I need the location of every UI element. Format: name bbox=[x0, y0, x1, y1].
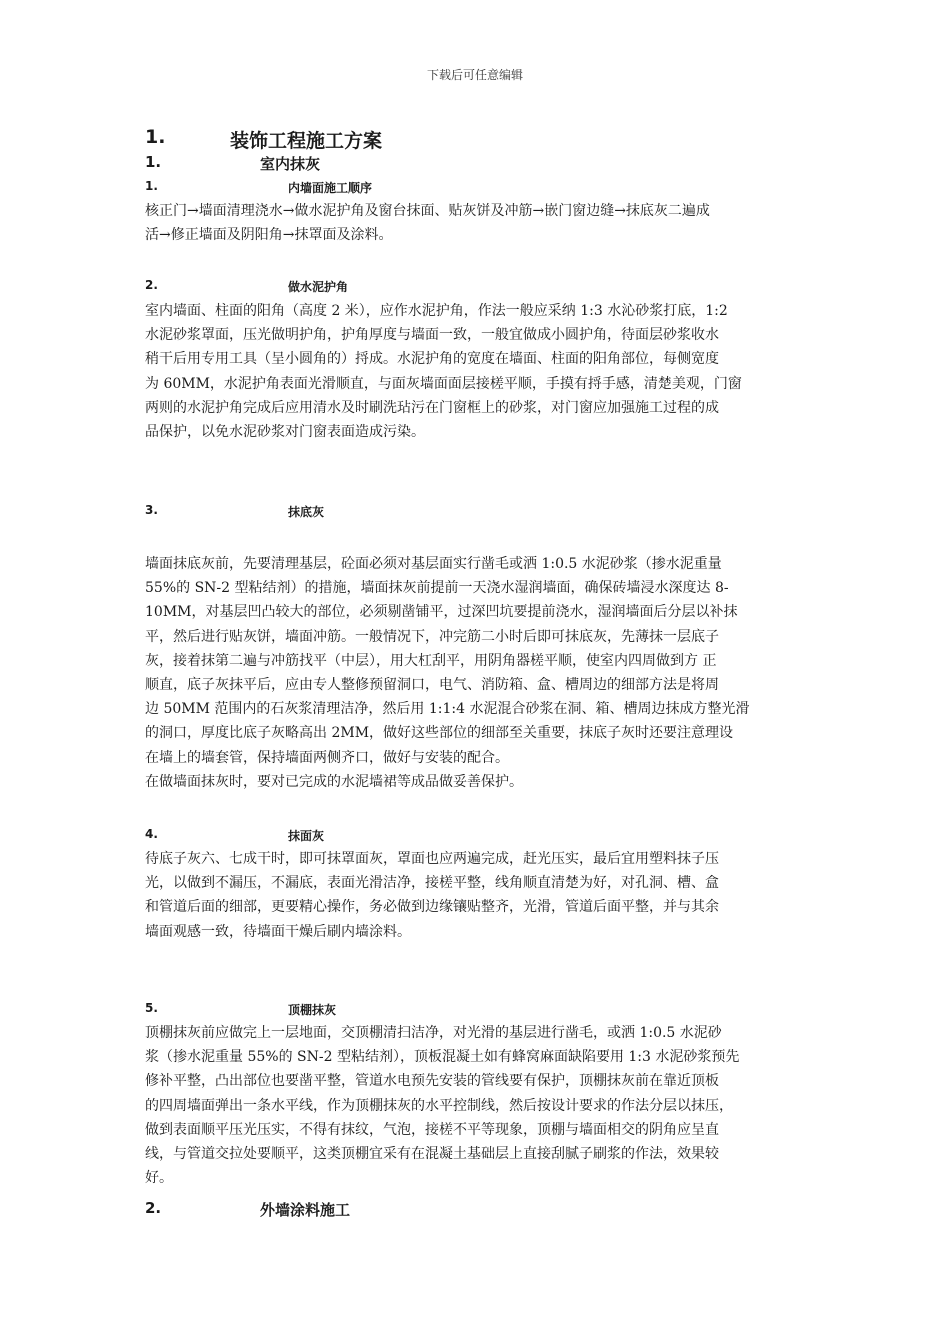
subheading-number: 2. bbox=[145, 1199, 162, 1217]
subheading-indoor-plastering bbox=[145, 153, 321, 173]
body-line: 稍干后用专用工具（呈小圆角的）捋成。水泥护角的宽度在墙面、柱面的阳角部位，每侧宽度 bbox=[145, 351, 719, 368]
body-line: 为 60MM，水泥护角表面光滑顺直，与面灰墙面面层接槎平顺，手摸有捋手感，清楚美观，门窗 bbox=[145, 375, 742, 392]
main-heading bbox=[145, 126, 383, 152]
subheading-title: 外墙涂料施工 bbox=[260, 1201, 351, 1219]
section-body-2 bbox=[145, 299, 825, 444]
body-line: 做到表面顺平压光压实，不得有抹纹，气泡，接槎不平等现象，顶棚与墙面相交的阴角应呈直 bbox=[145, 1121, 719, 1138]
section-heading-4 bbox=[145, 827, 325, 843]
body-line: 55%的 SN-2 型粘结剂）的措施，墙面抹灰前提前一天浇水湿润墙面，确保砖墙浸水深度达 8- bbox=[145, 580, 729, 597]
body-line: 墙面观感一致，待墙面干燥后刷内墙涂料。 bbox=[145, 923, 411, 940]
section-heading-3 bbox=[145, 503, 325, 519]
body-line: 好。 bbox=[145, 1170, 173, 1187]
body-line: 的四周墙面弹出一条水平线，作为顶棚抹灰的水平控制线，然后按设计要求的作法分层以抹压， bbox=[145, 1097, 733, 1114]
body-line: 和管道后面的细部，更要精心操作，务必做到边缘镶贴整齐，光滑，管道后面平整，并与其余 bbox=[145, 899, 719, 916]
section-body-5 bbox=[145, 1021, 825, 1190]
section-title: 做水泥护角 bbox=[288, 280, 349, 294]
body-line: 10MM，对基层凹凸较大的部位，必须剔凿铺平，过深凹坑要提前浇水，湿润墙面后分层以补抹 bbox=[145, 604, 738, 621]
body-line: 待底子灰六、七成干时，即可抹罩面灰，罩面也应两遍完成，赶光压实，最后宜用塑料抹子压 bbox=[145, 851, 719, 867]
section-heading-2 bbox=[145, 278, 349, 294]
body-line: 在墙上的墙套管，保持墙面两侧齐口，做好与安装的配合。 bbox=[145, 749, 509, 766]
main-heading-number: 1. bbox=[145, 126, 166, 148]
section-number: 4. bbox=[145, 827, 158, 841]
body-line: 水泥砂浆罩面，压光做明护角，护角厚度与墙面一致，一般宜做成小圆护角，待面层砂浆收水 bbox=[145, 327, 719, 344]
body-line: 品保护，以免水泥砂浆对门窗表面造成污染。 bbox=[145, 424, 425, 441]
subheading-number: 1. bbox=[145, 153, 162, 171]
body-line: 两则的水泥护角完成后应用清水及时刷洗玷污在门窗框上的砂浆，对门窗应加强施工过程的成 bbox=[145, 399, 719, 416]
body-line: 修补平整，凸出部位也要凿平整，管道水电预先安装的管线要有保护，顶棚抹灰前在靠近顶板 bbox=[145, 1073, 719, 1090]
section-number: 1. bbox=[145, 179, 158, 193]
section-title: 抹面灰 bbox=[288, 829, 325, 843]
body-line: 活→修正墙面及阴阳角→抹罩面及涂料。 bbox=[145, 227, 393, 244]
section-body-4 bbox=[145, 847, 825, 944]
body-line: 的洞口，厚度比底子灰略高出 2MM，做好这些部位的细部至关重要，抹底子灰时还要注意理设 bbox=[145, 725, 734, 742]
body-line: 顺直，底子灰抹平后，应由专人整修预留洞口，电气、消防箱、盒、槽周边的细部方法是将周 bbox=[145, 677, 719, 694]
body-line: 光，以做到不漏压，不漏底，表面光滑洁净，接槎平整，线角顺直清楚为好，对孔洞、槽、盒 bbox=[145, 875, 719, 892]
body-line: 边 50MM 范围内的石灰浆清理洁净，然后用 1:1:4 水泥混合砂浆在洞、箱、槽周边抹成方整光滑 bbox=[145, 701, 750, 718]
section-number: 3. bbox=[145, 503, 158, 517]
section-title: 抹底灰 bbox=[288, 505, 325, 519]
body-line: 浆（掺水泥重量 55%的 SN-2 型粘结剂），顶板混凝土如有蜂窝麻面缺陷要用 1:3 水泥砂浆预先 bbox=[145, 1049, 740, 1066]
body-line: 墙面抹底灰前，先要清理基层，砼面必须对基层面实行凿毛或洒 1:0.5 水泥砂浆（掺水泥重量 bbox=[145, 556, 722, 572]
body-line: 在做墙面抹灰时，要对已完成的水泥墙裙等成品做妥善保护。 bbox=[145, 773, 523, 790]
body-line: 平，然后进行贴灰饼，墙面冲筋。一般情况下，冲完筋二小时后即可抹底灰，先薄抹一层底子 bbox=[145, 628, 719, 645]
section-title: 内墙面施工顺序 bbox=[288, 181, 373, 195]
body-line: 室内墙面、柱面的阳角（高度 2 米），应作水泥护角，作法一般应采纳 1:3 水沁砂浆打底，1:2 bbox=[145, 303, 728, 319]
section-number: 5. bbox=[145, 1001, 158, 1015]
body-line: 核正门→墙面清理浇水→做水泥护角及窗台抹面、贴灰饼及冲筋→嵌门窗边缝→抹底灰二遍成 bbox=[145, 203, 710, 219]
section-heading-5 bbox=[145, 1001, 337, 1017]
main-heading-title: 装饰工程施工方案 bbox=[230, 130, 383, 152]
section-body-1 bbox=[145, 199, 825, 247]
section-title: 顶棚抹灰 bbox=[288, 1003, 337, 1017]
subheading-exterior-coating bbox=[145, 1199, 351, 1219]
section-heading-1 bbox=[145, 179, 373, 195]
body-line: 灰，接着抹第二遍与冲筋找平（中层），用大杠刮平，用阴角器槎平顺，使室内四周做到方 正 bbox=[145, 652, 717, 669]
page-header: 下载后可任意编辑 bbox=[426, 68, 523, 82]
subheading-title: 室内抹灰 bbox=[260, 155, 321, 173]
body-line: 线，与管道交拉处要顺平，这类顶棚宜采有在混凝土基础层上直接刮腻子刷浆的作法，效果较 bbox=[145, 1146, 719, 1163]
section-number: 2. bbox=[145, 278, 158, 292]
section-body-3 bbox=[145, 552, 825, 794]
body-line: 顶棚抹灰前应做完上一层地面，交顶棚清扫洁净，对光滑的基层进行凿毛，或洒 1:0.5 水泥砂 bbox=[145, 1025, 722, 1041]
